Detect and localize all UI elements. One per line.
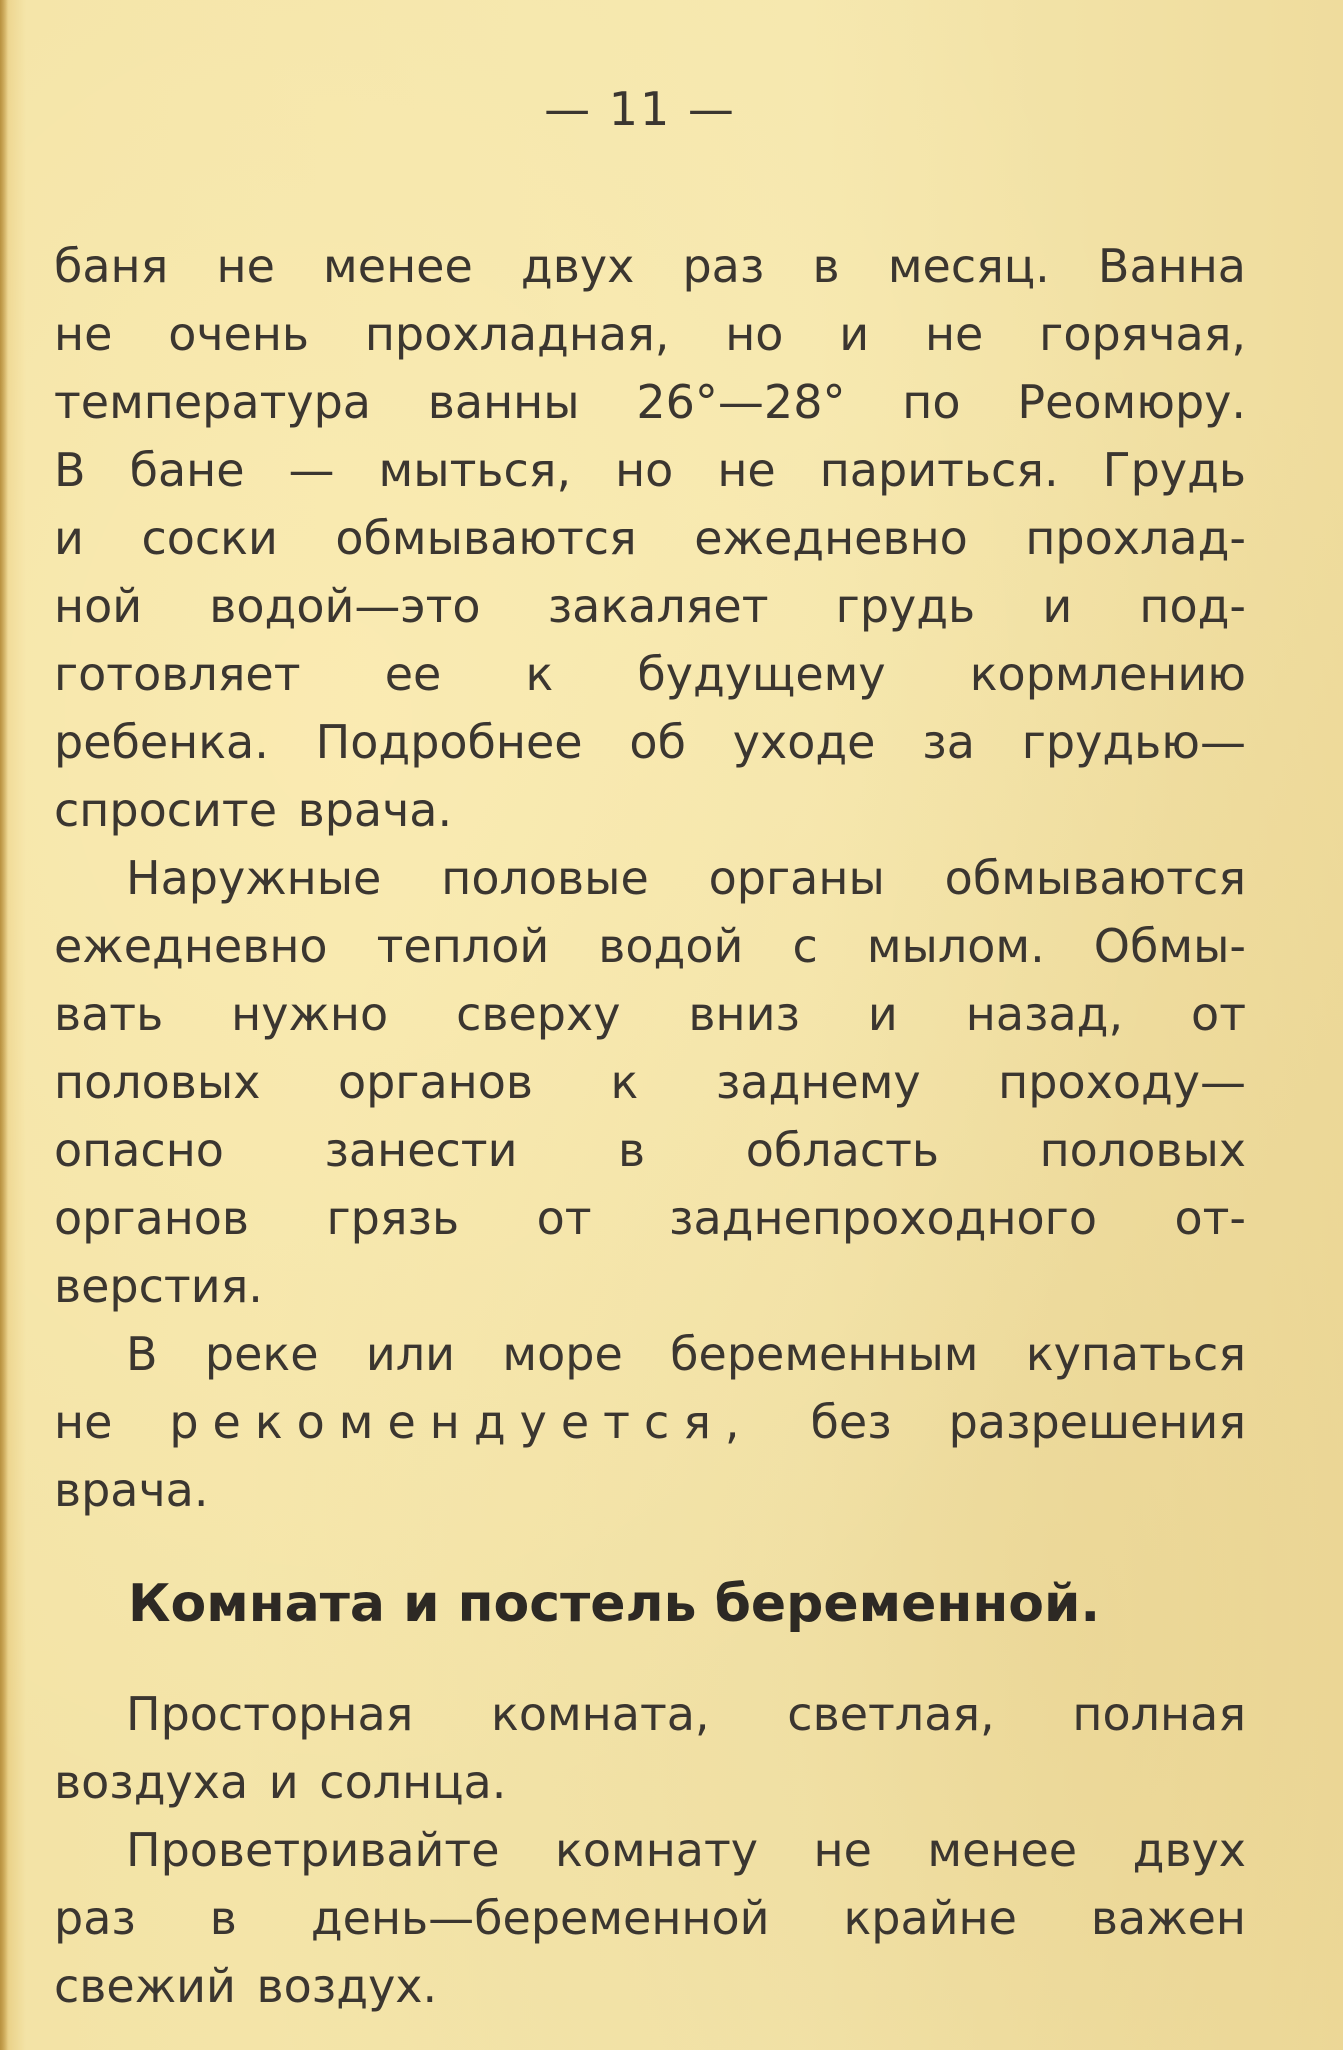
text-line: свежий воздух. [54,1959,438,2013]
text-line: Наружные половые органы обмываются [126,851,1246,905]
paragraph-bath-hygiene [54,232,1246,844]
page-number: — 11 — [544,82,736,136]
text-line: Просторная комната, светлая, полная [126,1687,1246,1741]
text-line: температура ванны 26°—28° по Реомюру. [54,375,1246,429]
text-line: вать нужно сверху вниз и назад, от [54,987,1246,1041]
text-line: верстия. [54,1259,263,1313]
paragraph-ventilation [54,1816,1246,2020]
text-line: ребенка. Подробнее об уходе за грудью— [54,715,1246,769]
text-line: ежедневно теплой водой с мылом. Обмы- [54,919,1246,973]
page-body [54,232,1246,2020]
text-line: Проветривайте комнату не менее двух [126,1823,1246,1877]
text-line: воздуха и солнца. [54,1755,507,1809]
text-line [54,1388,1246,1456]
text-line: ной водой—это закаляет грудь и под- [54,579,1246,633]
text-line: готовляет ее к будущему кормлению [54,647,1246,701]
text-line: врача. [54,1463,209,1517]
page-edge-shadow [0,0,8,2050]
text-fragment: не [54,1395,170,1449]
text-line: В бане — мыться, но не париться. Грудь [54,443,1246,497]
paragraph-swimming [54,1320,1246,1524]
section-heading: Комната и постель беременной. [128,1574,1101,1634]
text-line: В реке или море беременным купаться [126,1327,1246,1381]
text-line: половых органов к заднему проходу— [54,1055,1246,1109]
paragraph-room [54,1680,1246,1816]
text-fragment: без разрешения [753,1395,1246,1449]
emphasized-word: рекомендуется, [169,1395,754,1449]
text-line: баня не менее двух раз в месяц. Ванна [54,239,1246,293]
text-line: спросите врача. [54,783,453,837]
text-line: органов грязь от заднепроходного от- [54,1191,1246,1245]
text-line: раз в день—беременной крайне важен [54,1891,1246,1945]
text-line: не очень прохладная, но и не горячая, [54,307,1246,361]
text-line: и соски обмываются ежедневно прохлад- [54,511,1246,565]
paragraph-external-organs [54,844,1246,1320]
text-line: опасно занести в область половых [54,1123,1246,1177]
